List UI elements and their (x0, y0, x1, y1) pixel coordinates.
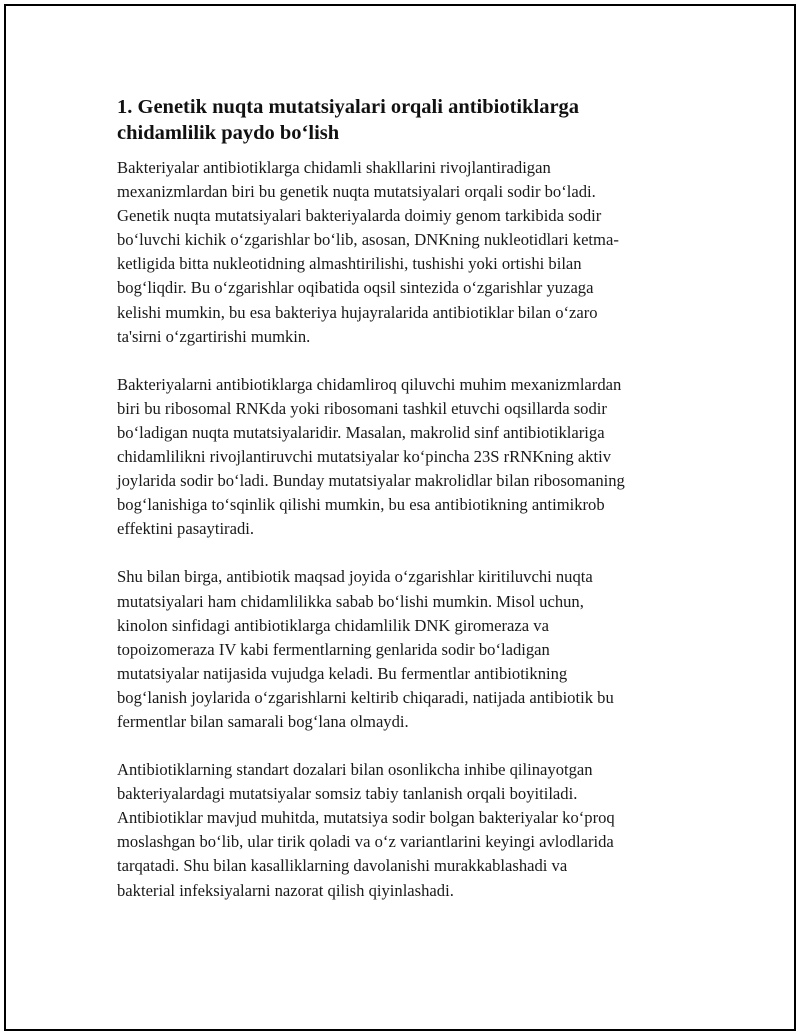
text-line: bog‘lanishiga to‘sqinlik qilishi mumkin, bu esa antibiotikning antimikrob (117, 495, 605, 515)
text-line: Bakteriyalarni antibiotiklarga chidamliroq qiluvchi muhim mexanizmlardan (117, 374, 622, 394)
text-line: bog‘liqdir. Bu o‘zgarishlar oqibatida oqsil sintezida o‘zgarishlar yuzaga (117, 278, 594, 298)
paragraph-2 (117, 373, 697, 542)
text-line: bo‘ladigan nuqta mutatsiyalaridir. Masalan, makrolid sinf antibiotiklariga (117, 422, 605, 442)
text-line: effektini pasaytiradi. (117, 519, 255, 539)
text-line: mexanizmlardan biri bu genetik nuqta mutatsiyalari orqali sodir bo‘ladi. (117, 182, 596, 202)
text-line: moslashgan bo‘lib, ular tirik qoladi va o‘z variantlarini keyingi avlodlarida (117, 832, 614, 852)
text-line: topoizomeraza IV kabi fermentlarning genlarida sodir bo‘ladigan (117, 639, 550, 659)
text-line: mutatsiyalari ham chidamlilikka sabab bo‘lishi mumkin. Misol uchun, (117, 591, 584, 611)
text-line: ketligida bitta nukleotidning almashtirilishi, tushishi yoki ortishi bilan (117, 254, 582, 274)
text-line: bo‘luvchi kichik o‘zgarishlar bo‘lib, asosan, DNKning nukleotidlari ketma- (117, 230, 619, 250)
paragraph-4 (117, 758, 697, 903)
text-line: Antibiotiklar mavjud muhitda, mutatsiya sodir bolgan bakteriyalar ko‘proq (117, 808, 615, 828)
text-line: tarqatadi. Shu bilan kasalliklarning davolanishi murakkablashadi va (117, 856, 568, 876)
text-line: Antibiotiklarning standart dozalari bilan osonlikcha inhibe qilinayotgan (117, 760, 593, 780)
text-line: bakteriyalardagi mutatsiyalar somsiz tabiy tanlanish orqali boyitiladi. (117, 784, 578, 804)
text-line: Genetik nuqta mutatsiyalari bakteriyalarda doimiy genom tarkibida sodir (117, 206, 602, 226)
section-heading (117, 94, 697, 146)
text-line: chidamlilikni rivojlantiruvchi mutatsiyalar ko‘pincha 23S rRNKning aktiv (117, 447, 612, 467)
text-line: kinolon sinfidagi antibiotiklarga chidamlilik DNK giromeraza va (117, 615, 549, 635)
text-line: bakterial infeksiyalarni nazorat qilish qiyinlashadi. (117, 880, 454, 900)
heading-line: chidamlilik paydo bo‘lish (117, 122, 340, 144)
text-line: bog‘lanish joylarida o‘zgarishlarni keltirib chiqaradi, natijada antibiotik bu (117, 687, 614, 707)
text-line: joylarida sodir bo‘ladi. Bunday mutatsiyalar makrolidlar bilan ribosomaning (117, 471, 625, 491)
text-line: fermentlar bilan samarali bog‘lana olmaydi. (117, 711, 409, 731)
text-line: ta'sirni o‘zgartirishi mumkin. (117, 326, 311, 346)
text-line: kelishi mumkin, bu esa bakteriya hujayralarida antibiotiklar bilan o‘zaro (117, 302, 598, 322)
text-line: mutatsiyalar natijasida vujudga keladi. Bu fermentlar antibiotikning (117, 663, 568, 683)
document-body (117, 94, 697, 927)
text-line: biri bu ribosomal RNKda yoki ribosomani tashkil etuvchi oqsillarda sodir (117, 398, 607, 418)
text-line: Bakteriyalar antibiotiklarga chidamli shakllarini rivojlantiradigan (117, 158, 551, 177)
paragraph-3 (117, 565, 697, 734)
text-line: Shu bilan birga, antibiotik maqsad joyida o‘zgarishlar kiritiluvchi nuqta (117, 567, 593, 587)
heading-line: 1. Genetik nuqta mutatsiyalari orqali antibiotiklarga (117, 96, 580, 118)
paragraph-1 (117, 156, 697, 349)
